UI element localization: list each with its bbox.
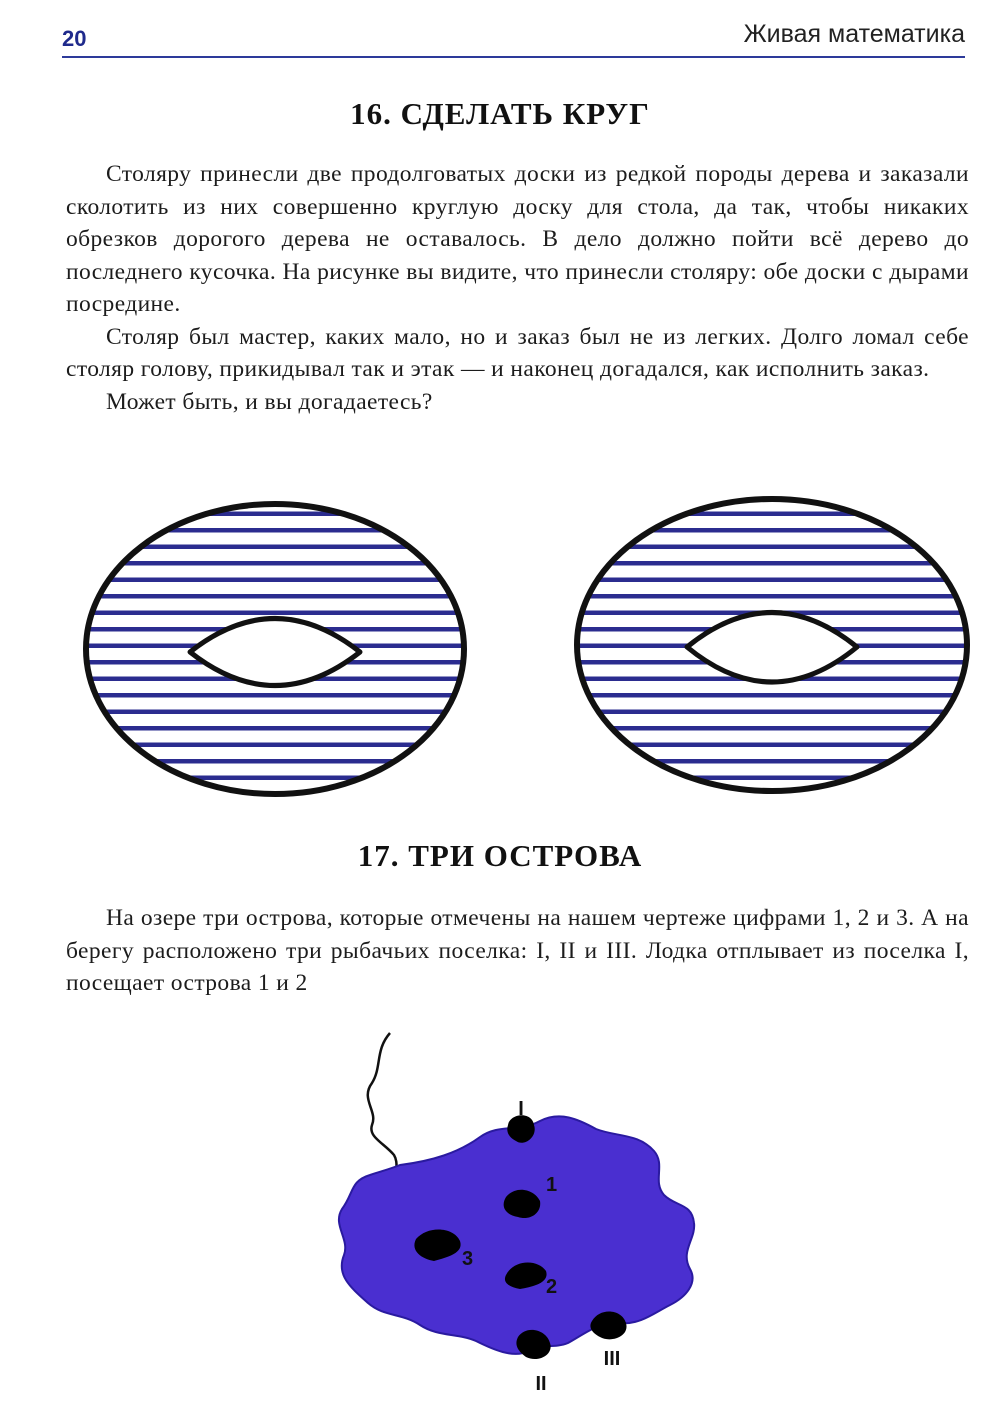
- running-title: Живая математика: [743, 20, 965, 48]
- island-2-label: 2: [546, 1276, 558, 1298]
- island-3-label: 3: [462, 1248, 474, 1270]
- left-board: [86, 504, 464, 794]
- river: [368, 1033, 402, 1187]
- paragraph: На озере три острова, которые отмечены на нашем чертеже цифрами 1, 2 и 3. А на берегу расположено три рыбачьих поселка: I, II и III. Лодка отплывает из поселка I, посещает острова 1 и 2: [66, 905, 969, 996]
- village-3-label: III: [603, 1348, 621, 1370]
- lake-map: [320, 1025, 720, 1405]
- section-16-text: [66, 158, 969, 418]
- paragraph: Столяру принесли две продолговатых доски из редкой породы дерева и заказали сколотить из них совершенно круглую доску для стола, да так, чтобы никаких обрезков дорогого дерева не оставалось. В дело должно пойти всё дерево до последнего кусочка. На рисунке вы видите, что принесли столяру: обе доски с дырами посредине.: [66, 161, 969, 317]
- section-17-text: [66, 902, 969, 1000]
- island-1-label: 1: [546, 1174, 558, 1196]
- page-number: 20: [62, 26, 87, 51]
- boards-figure: [70, 495, 980, 810]
- section-16-title: 16. СДЕЛАТЬ КРУГ: [350, 96, 650, 131]
- header-rule: [62, 56, 965, 58]
- village-1-label: I: [518, 1098, 524, 1120]
- page-header: [62, 18, 965, 58]
- paragraph: Может быть, и вы догадаетесь?: [106, 388, 433, 415]
- section-17-title: 17. ТРИ ОСТРОВА: [357, 838, 643, 873]
- right-board: [577, 499, 967, 791]
- paragraph: Столяр был мастер, каких мало, но и заказ был не из легких. Долго ломал себе столяр голову, прикидывал так и этак — и наконец догадался, как исполнить заказ.: [66, 323, 969, 382]
- village-2-label: II: [535, 1373, 547, 1395]
